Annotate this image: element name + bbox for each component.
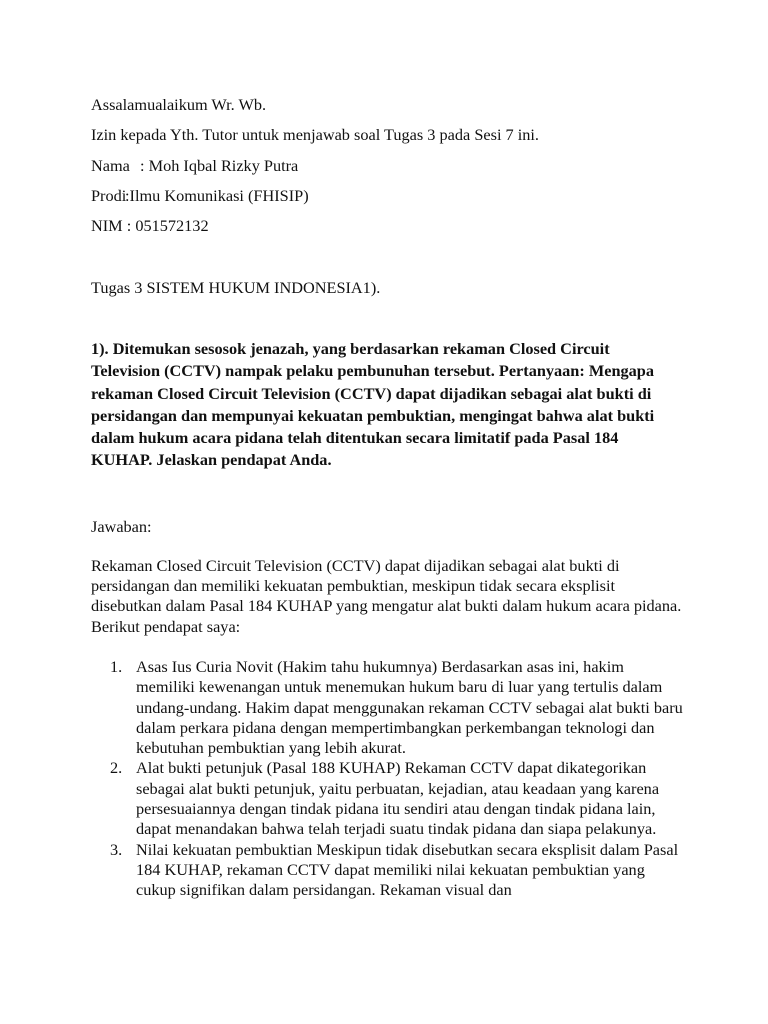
list-item	[91, 758, 686, 839]
name-label: Nama	[91, 156, 130, 175]
prodi-value: :Ilmu Komunikasi (FHISIP)	[125, 186, 309, 205]
name-line	[91, 156, 298, 176]
list-item-number: 1.	[110, 657, 123, 676]
list-item-text: Asas Ius Curia Novit (Hakim tahu hukumnya) Berdasarkan asas ini, hakim memiliki kewenangan untuk menemukan hukum baru di luar yang tertulis dalam undang-undang. Hakim dapat menggunakan rekaman CCTV sebagai alat bukti baru dalam perkara pidana dengan mempertimbangkan perkembangan teknologi dan kebutuhan pembuktian yang lebih akurat.	[136, 657, 683, 758]
question-text: 1). Ditemukan sesosok jenazah, yang berdasarkan rekaman Closed Circuit Television (CCTV) nampak pelaku pembunuhan tersebut. Pertanyaan: Mengapa rekaman Closed Circuit Television (CCTV) dapat dijadikan sebagai alat bukti di persidangan dan mempunyai kekuatan pembuktian, mengingat bahwa alat bukti dalam hukum acara pidana telah ditentukan secara limitatif pada Pasal 184 KUHAP. Jelaskan pendapat Anda.	[91, 339, 655, 470]
prodi-label: Prodi	[91, 186, 127, 205]
assignment-title: Tugas 3 SISTEM HUKUM INDONESIA1).	[91, 278, 381, 297]
intro-line: Izin kepada Yth. Tutor untuk menjawab soal Tugas 3 pada Sesi 7 ini.	[91, 125, 540, 144]
nim-line: NIM : 051572132	[91, 216, 209, 235]
prodi-line	[91, 186, 309, 206]
name-value: : Moh Iqbal Rizky Putra	[140, 156, 299, 175]
answer-intro: Rekaman Closed Circuit Television (CCTV) dapat dijadikan sebagai alat bukti di persidangan dan memiliki kekuatan pembuktian, meskipun tidak secara eksplisit disebutkan dalam Pasal 184 KUHAP yang mengatur alat bukti dalam hukum acara pidana. Berikut pendapat saya:	[91, 556, 682, 636]
list-item-number: 2.	[110, 758, 123, 778]
answer-points-list	[91, 657, 686, 901]
list-item	[91, 840, 686, 901]
list-item-number: 3.	[110, 839, 123, 859]
list-item	[91, 657, 686, 758]
list-item-text: Alat bukti petunjuk (Pasal 188 KUHAP) Rekaman CCTV dapat dikategorikan sebagai alat bukti petunjuk, yaitu perbuatan, kejadian, atau keadaan yang karena persesuaiannya dengan tindak pidana itu sendiri atau dengan tindak pidana lain, dapat menandakan bahwa telah terjadi suatu tindak pidana dan siapa pelakunya.	[136, 758, 660, 839]
answer-label: Jawaban:	[91, 517, 152, 536]
list-item-text: Nilai kekuatan pembuktian Meskipun tidak disebutkan secara eksplisit dalam Pasal 184 KUHAP, rekaman CCTV dapat memiliki nilai kekuatan pembuktian yang cukup signifikan dalam persidangan. Rekaman visual dan	[136, 839, 679, 900]
greeting-line: Assalamualaikum Wr. Wb.	[91, 95, 267, 114]
